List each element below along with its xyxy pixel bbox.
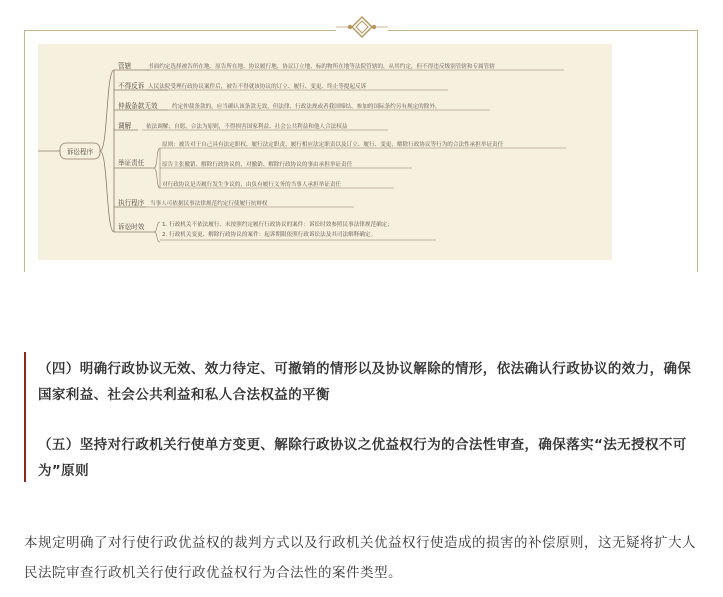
mindmap-bottom-edge bbox=[38, 252, 612, 260]
mindmap-node-text: 当事人可依据民事法律规范约定行使履行抗辩权 bbox=[150, 201, 268, 207]
mindmap-node-label: 举证责任 bbox=[118, 159, 145, 167]
mindmap-sub-branch bbox=[154, 222, 160, 232]
mindmap-node-item: 原告主张撤销、解除行政协议的，对撤销、解除行政协议的事由承担举证责任 bbox=[162, 162, 353, 168]
mindmap-node-label: 管辖 bbox=[118, 62, 132, 70]
mindmap-node-text: 依法调解；自愿、合法为原则，不得损害国家利益、社会公共利益和他人合法权益 bbox=[146, 124, 348, 130]
mindmap-node-label: 执行程序 bbox=[118, 199, 145, 207]
quote-block bbox=[24, 352, 698, 482]
mindmap-node-item: 1. 行政机关不依法履行、未按照约定履行行政协议的案件：诉讼时效参照民事法律规范确定； bbox=[162, 222, 393, 228]
mindmap-branch bbox=[100, 70, 114, 151]
mindmap-sub-branch bbox=[154, 168, 160, 188]
mindmap-node-text: 人民法院受理行政协议案件后，被告不得就该协议的订立、履行、变更、终止等提起反诉 bbox=[148, 84, 367, 90]
mindmap-node-item: 原则：被告对于自己具有法定职权、履行法定职责、履行相应法定职责以及订立、履行、变更、解除行政协议等行为的合法性承担举证责任 bbox=[162, 142, 504, 148]
quote-paragraph-4: （四）明确行政协议无效、效力待定、可撤销的情形以及协议解除的情形，依法确认行政协议的效力，确保国家利益、社会公共利益和私人合法权益的平衡 bbox=[38, 361, 692, 403]
mindmap-node-label: 仲裁条款无效 bbox=[118, 102, 158, 110]
mindmap-node-label: 不得反诉 bbox=[118, 82, 145, 90]
mindmap-node-item: 2. 行政机关变更、解除行政协议的案件：起诉期限依照行政诉讼法及其司法解释确定。 bbox=[162, 232, 377, 238]
mindmap-image bbox=[38, 44, 612, 260]
body-paragraph: 本规定明确了对行使行政优益权的裁判方式以及行政机关优益权行使造成的损害的补偿原则，这无疑将扩大人民法院审查行政机关行使行政优益权行为合法性的案件类型。 bbox=[24, 535, 696, 581]
mindmap-sub-branch bbox=[154, 232, 160, 242]
mindmap-node-text: 约定仲裁条款的，应当确认该条款无效，但法律、行政法规或者我国缔结、参加的国际条约另有规定的除外。 bbox=[172, 104, 441, 110]
quote-paragraph-5: （五）坚持对行政机关行使单方变更、解除行政协议之优益权行为的合法性审查，确保落实“法无授权不可为”原则 bbox=[38, 437, 687, 479]
mindmap-node-item: 对行政协议是否履行发生争议的，由负有履行义务的当事人承担举证责任 bbox=[162, 182, 342, 188]
mindmap-sub-branch bbox=[154, 148, 160, 168]
decorative-knot-icon bbox=[336, 14, 388, 40]
mindmap-node-text: 书面约定选择被告所在地、原告所在地、协议履行地、协议订立地、标的物所在地等法院管辖的，从其约定，但不得违反级别管辖和专属管辖 bbox=[148, 64, 495, 70]
mindmap-node-label: 调解 bbox=[118, 122, 132, 130]
mindmap-node-label: 诉讼时效 bbox=[118, 223, 145, 231]
mindmap-branch bbox=[100, 151, 114, 232]
mindmap-root: 诉讼程序 bbox=[66, 148, 94, 156]
